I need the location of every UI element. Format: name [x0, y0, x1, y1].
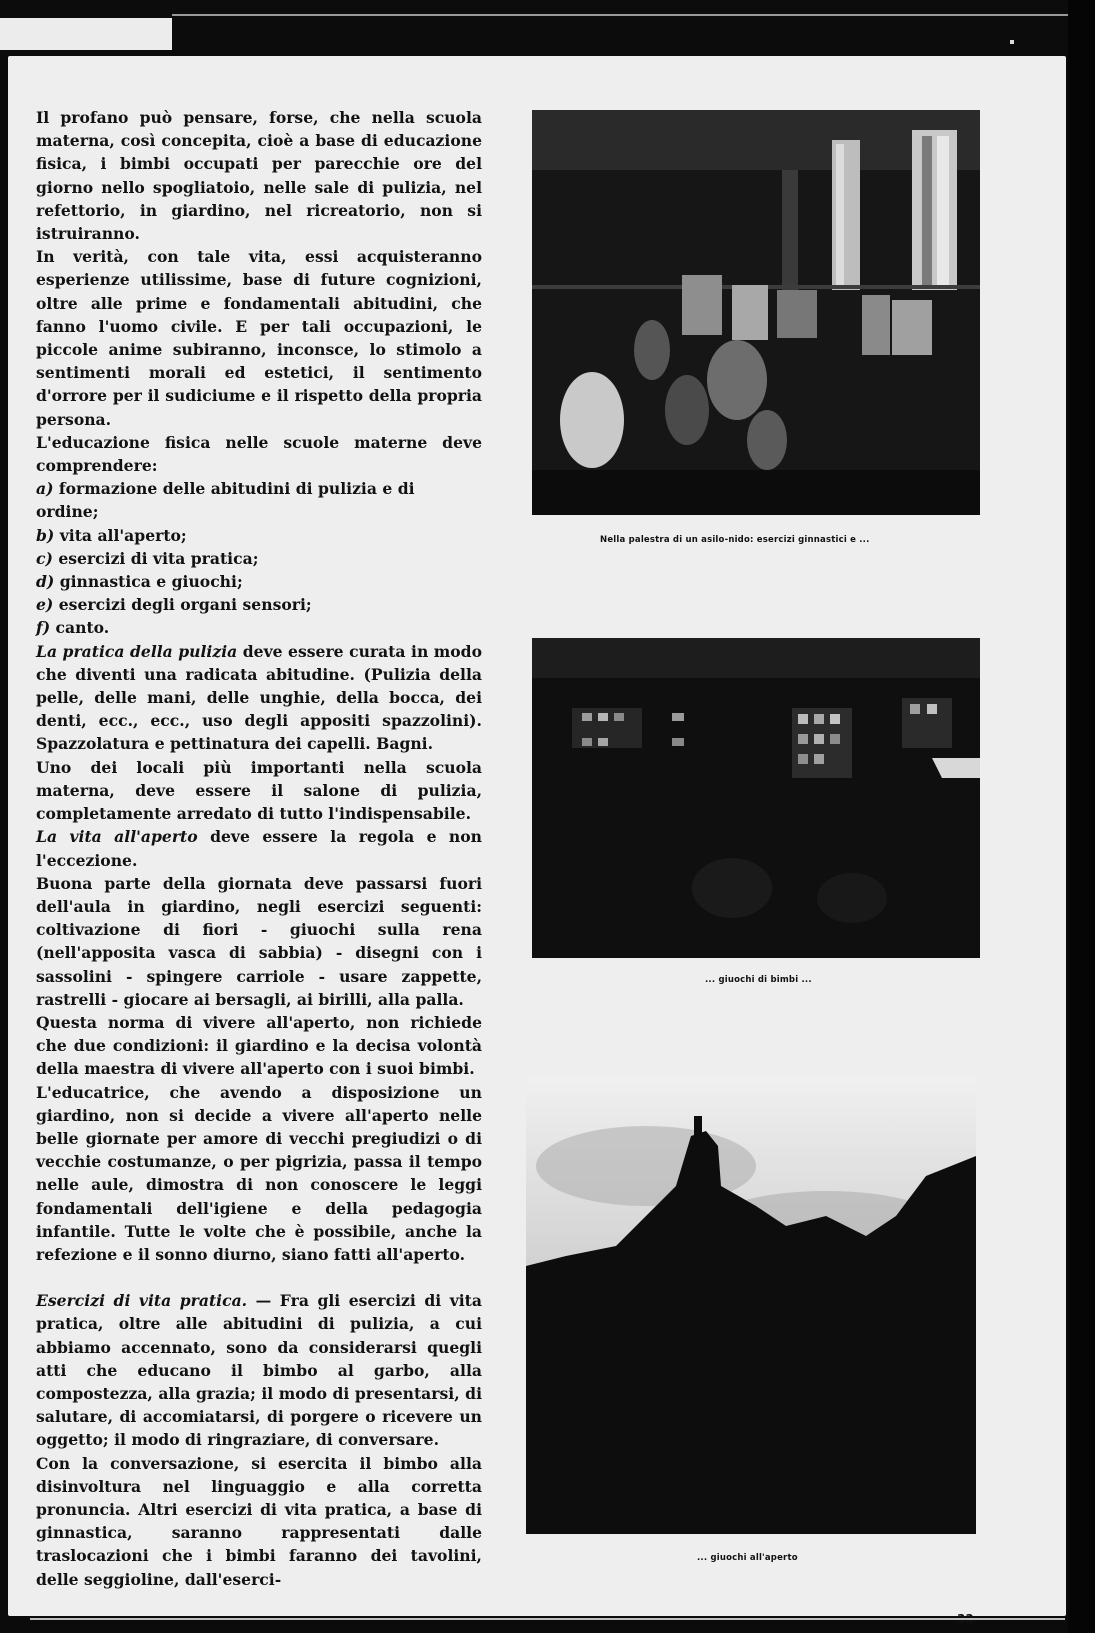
scan-dot [1010, 40, 1014, 44]
scan-bottom-rule [30, 1618, 1065, 1620]
esercizi-text: — Fra gli esercizi di vita pratica, oltre alle abitudini di pulizia, a cui abbiamo accennato, sono da considerarsi quegli atti che educano il bimbo al garbo, alla compostezza, alla grazia; il modo di presentarsi, di salutare, di accomiatarsi, di porgere o ricevere un oggetto; il modo di ringraziare, di conversare. [36, 1291, 482, 1450]
esercizi-lead: Esercizi di vita pratica. [36, 1291, 248, 1311]
list-text: formazione delle abitudini di pulizia e di ordine; [36, 479, 415, 522]
paragraph-aperto [36, 825, 482, 871]
scan-top-rule [172, 14, 1072, 16]
scan-tab-marker [0, 18, 172, 50]
scan-right-border [1068, 0, 1095, 1633]
paragraph-giornata: Buona parte della giornata deve passarsi fuori dell'aula in giardino, negli esercizi seguenti: coltivazione di fiori - giuochi sulla rena (nell'apposita vasca di sabbia) - disegni con i sassolini - spingere carriole - usare zappette, rastrelli - giocare ai bersagli, ai birilli, alla palla. [36, 873, 482, 1009]
paragraph-esercizi [36, 1289, 482, 1451]
paragraph-verita: In verità, con tale vita, essi acquisteranno esperienze utilissime, base di future cognizioni, oltre alle prime e fondamentali abitudini, che fanno l'uomo civile. E per tali occupazioni, le piccole anime subiranno, inconsce, lo stimolo a sentimenti morali ed estetici, il sentimento d'orrore per il sudiciume e il rispetto della propria persona. [36, 247, 482, 429]
caption-photo-2: ... giuochi di bimbi ... [705, 975, 812, 985]
caption-photo-1: Nella palestra di un asilo-nido: esercizi ginnastici e ... [600, 535, 870, 545]
list-item [36, 547, 482, 570]
paragraph-educazione-fisica: L'educazione fisica nelle scuole materne deve comprendere: [36, 432, 482, 476]
pulizia-lead: La pratica della pulizia [36, 641, 238, 661]
paragraph-locali: Uno dei locali più importanti nella scuola materna, deve essere il salone di pulizia, completamente arredato di tutto l'indispensabile. [36, 757, 482, 824]
paragraph-profano: Il profano può pensare, forse, che nella scuola materna, così concepita, cioè a base di educazione fisica, i bimbi occupati per parecchie ore del giorno nello spogliatoio, nelle sale di pulizia, nel refettorio, in giardino, nel ricreatorio, non si istruiranno. [36, 108, 482, 244]
paragraph-pulizia [36, 640, 482, 756]
paragraph-norma: Questa norma di vivere all'aperto, non richiede che due condizioni: il giardino e la decisa volontà della maestra di vivere all'aperto con i suoi bimbi. [36, 1012, 482, 1079]
list-marker: c) [36, 548, 53, 568]
aperto-text: deve essere la regola e non l'eccezione. [36, 827, 482, 870]
caption-photo-3: ... giuochi all'aperto [697, 1553, 798, 1563]
list-item [36, 593, 482, 616]
paragraph-educatrice: L'educatrice, che avendo a disposizione un giardino, non si decide a vivere all'aperto nelle belle giornate per amore di vecchi pregiudizi o di vecchie costumanze, o per pigrizia, passa il tempo nelle aule, dimostra di non conoscere le leggi fondamentali dell'igiene e della pedagogia infantile. Tutte le volte che è possibile, anche la refezione e il sonno diurno, siano fatti all'aperto. [36, 1082, 482, 1264]
list-marker: a) [36, 479, 54, 499]
list-text: vita all'aperto; [59, 525, 187, 545]
list-text: esercizi degli organi sensori; [58, 595, 312, 615]
photo-games-image [532, 638, 980, 958]
photo-gym-exercises [532, 110, 980, 515]
pulizia-text: deve essere curata in modo che diventi una radicata abitudine. (Pulizia della pelle, delle mani, delle unghie, della bocca, dei denti, ecc., ecc., uso degli appositi spazzolini). Spazzolatura e pettinatura dei capelli. Bagni. [36, 641, 482, 754]
list-item [36, 616, 482, 639]
photo-children-games [532, 638, 980, 958]
list-text: esercizi di vita pratica; [58, 548, 259, 568]
paragraph-conversazione: Con la conversazione, si esercita il bimbo alla disinvoltura nel linguaggio e alla corretta pronuncia. Altri esercizi di vita pratica, a base di ginnastica, saranno rappresentati dalle traslocazioni che i bimbi faranno dei tavolini, delle seggioline, dall'eserci- [36, 1453, 482, 1589]
list-marker: e) [36, 595, 54, 615]
aperto-lead: La vita all'aperto [36, 827, 198, 847]
list-text: ginnastica e giuochi; [59, 572, 243, 592]
list-marker: b) [36, 525, 55, 545]
photo-outdoor-image [526, 1076, 976, 1534]
list-text: canto. [55, 618, 110, 638]
list-item [36, 570, 482, 593]
photo-outdoor-games [526, 1076, 976, 1534]
photo-gym-image [532, 110, 980, 515]
list-marker: d) [36, 572, 55, 592]
article-text-column [36, 106, 482, 1591]
list-item [36, 477, 482, 523]
list-marker: f) [36, 618, 51, 638]
list-item [36, 524, 482, 547]
